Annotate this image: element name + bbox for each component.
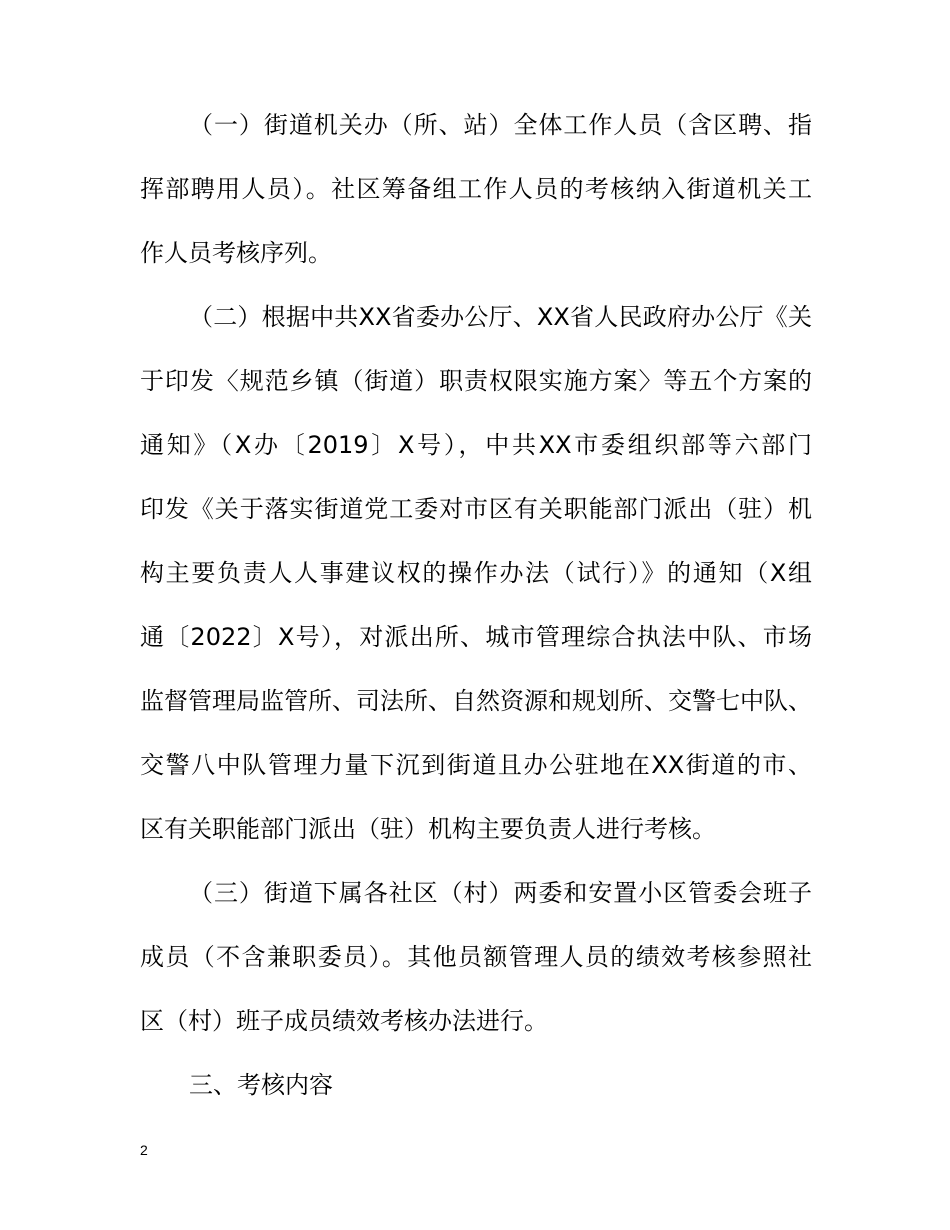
page-number: 2: [140, 1142, 148, 1158]
paragraph-line: 挥部聘用人员）。社区筹备组工作人员的考核纳入街道机关工: [140, 175, 812, 203]
paragraph-line: 区有关职能部门派出（驻）机构主要负责人进行考核。: [140, 815, 716, 843]
paragraph-line: （三）街道下属各社区（村）两委和安置小区管委会班子: [189, 879, 812, 907]
paragraph-line: （一）街道机关办（所、站）全体工作人员（含区聘、指: [189, 111, 812, 139]
paragraph-line: 构主要负责人人事建议权的操作办法（试行）》的通知（X组: [140, 559, 812, 587]
paragraph-line: 交警八中队管理力量下沉到街道且办公驻地在XX街道的市、: [140, 751, 812, 779]
section-heading: 三、考核内容: [189, 1071, 333, 1099]
paragraph-line: 印发《关于落实街道党工委对市区有关职能部门派出（驻）机: [140, 495, 812, 523]
paragraph-line: 成员（不含兼职委员）。其他员额管理人员的绩效考核参照社: [140, 943, 812, 971]
paragraph-line: 监督管理局监管所、司法所、自然资源和规划所、交警七中队、: [140, 687, 812, 715]
paragraph-line: 通知》（X办〔2019〕X号），中共XX市委组织部等六部门: [140, 431, 812, 459]
paragraph-line: 于印发〈规范乡镇（街道）职责权限实施方案〉等五个方案的: [140, 367, 812, 395]
paragraph-line: 区（村）班子成员绩效考核办法进行。: [140, 1007, 548, 1035]
paragraph-line: 通〔2022〕X号），对派出所、城市管理综合执法中队、市场: [140, 623, 812, 651]
paragraph-line: 作人员考核序列。: [140, 239, 332, 267]
paragraph-line: （二）根据中共XX省委办公厅、XX省人民政府办公厅《关: [189, 303, 812, 331]
